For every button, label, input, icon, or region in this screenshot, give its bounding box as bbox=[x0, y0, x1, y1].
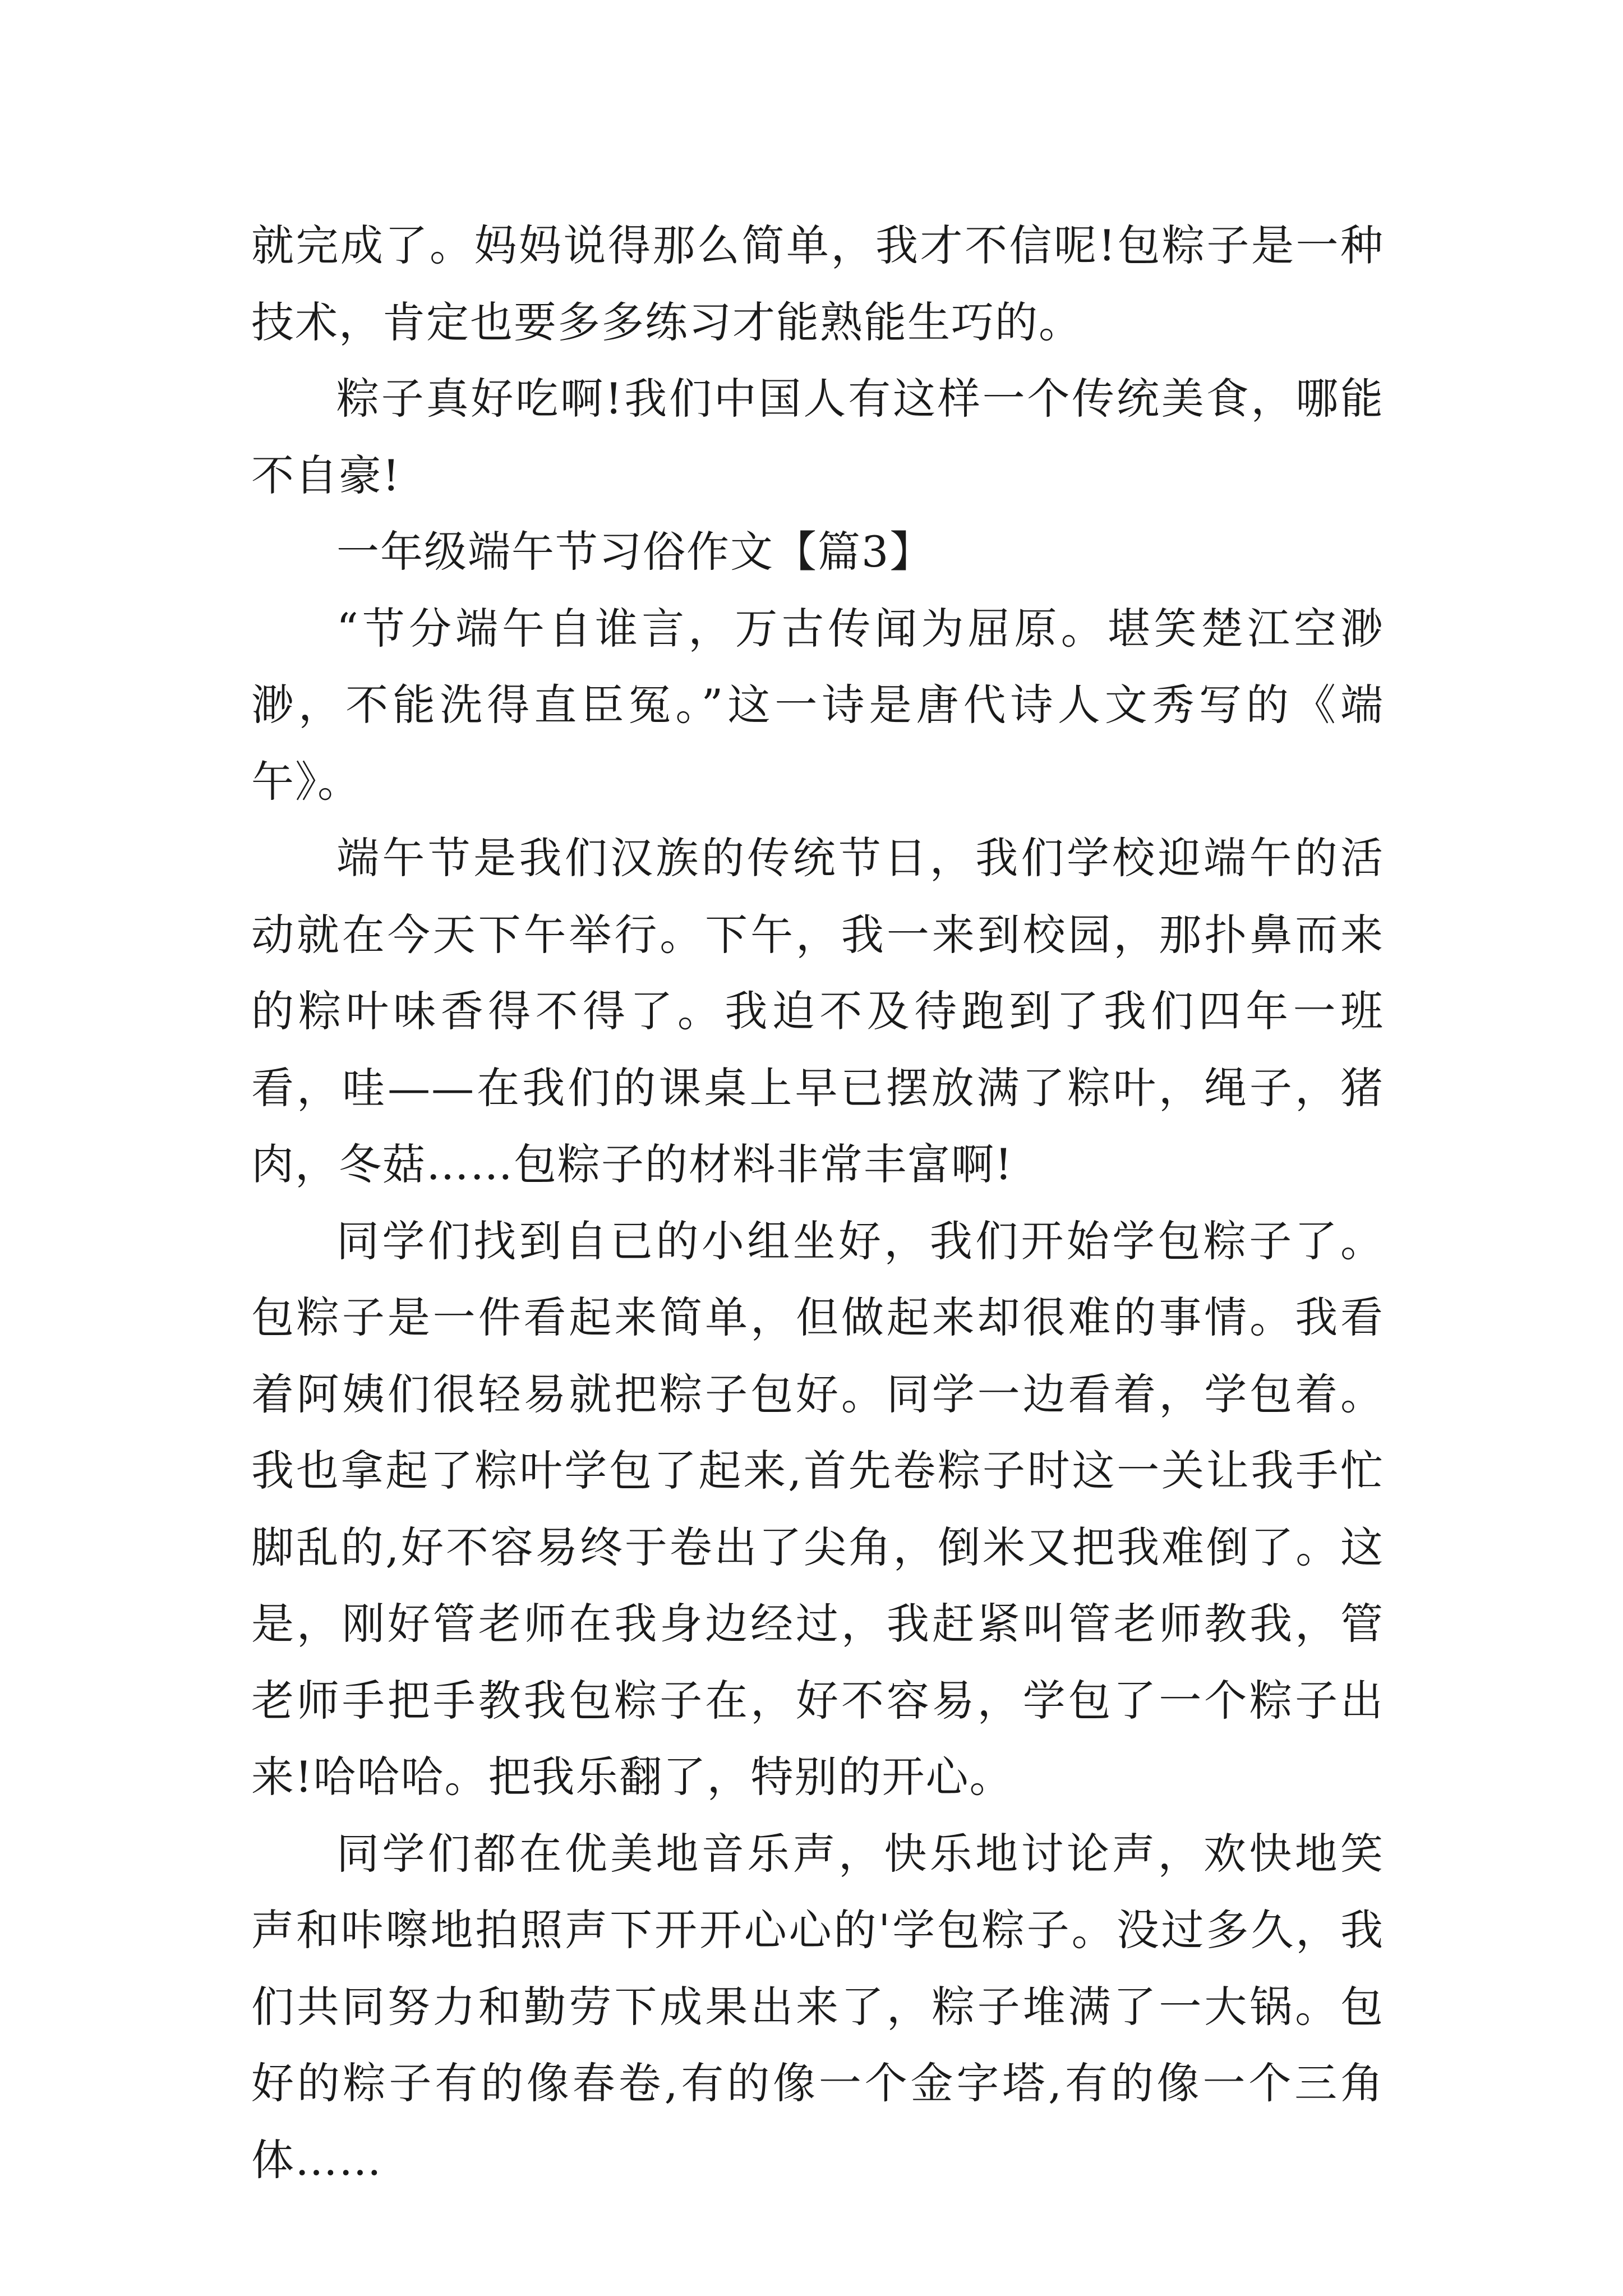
paragraph-learning-to-wrap: 同学们找到自已的小组坐好，我们开始学包粽子了。包粽子是一件看起来简单，但做起来却很难的事情。我看着阿姨们很轻易就把粽子包好。同学一边看着，学包着。我也拿起了粽叶学包了起来,首先卷粽子时这一关让我手忙脚乱的,好不容易终于卷出了尖角，倒米又把我难倒了。这是，刚好管老师在我身边经过，我赶紧叫管老师教我，管老师手把手教我包粽子在，好不容易，学包了一个粽子出来!哈哈哈。把我乐翻了，特别的开心。 bbox=[251, 1216, 1384, 1802]
paragraph-continued: 就完成了。妈妈说得那么简单，我才不信呢!包粽子是一种技术，肯定也要多多练习才能熟能生巧的。 bbox=[251, 220, 1384, 347]
paragraph-festival-activity: 端午节是我们汉族的传统节日，我们学校迎端午的活动就在今天下午举行。下午，我一来到校园，那扑鼻而来的粽叶味香得不得了。我迫不及待跑到了我们四年一班看，哇——在我们的课桌上早已摆放满了粽叶，绳子，猪肉，冬菇……包粽子的材料非常丰富啊! bbox=[251, 833, 1384, 1189]
paragraph-zongzi-delicious: 粽子真好吃啊!我们中国人有这样一个传统美食，哪能不自豪! bbox=[251, 374, 1384, 500]
paragraph-poem-quote: “节分端午自谁言，万古传闻为屈原。堪笑楚江空渺渺，不能洗得直臣冤。”这一诗是唐代诗人文秀写的《端午》。 bbox=[251, 603, 1384, 807]
section-heading: 一年级端午节习俗作文【篇3】 bbox=[336, 527, 934, 577]
paragraph-results: 同学们都在优美地音乐声，快乐地讨论声，欢快地笑声和咔嚓地拍照声下开开心心的'学包粽子。没过多久，我们共同努力和勤劳下成果出来了，粽子堆满了一大锅。包好的粽子有的像春卷,有的像一个金字塔,有的像一个三角体…… bbox=[251, 1828, 1384, 2185]
essay-body bbox=[251, 208, 1384, 2198]
